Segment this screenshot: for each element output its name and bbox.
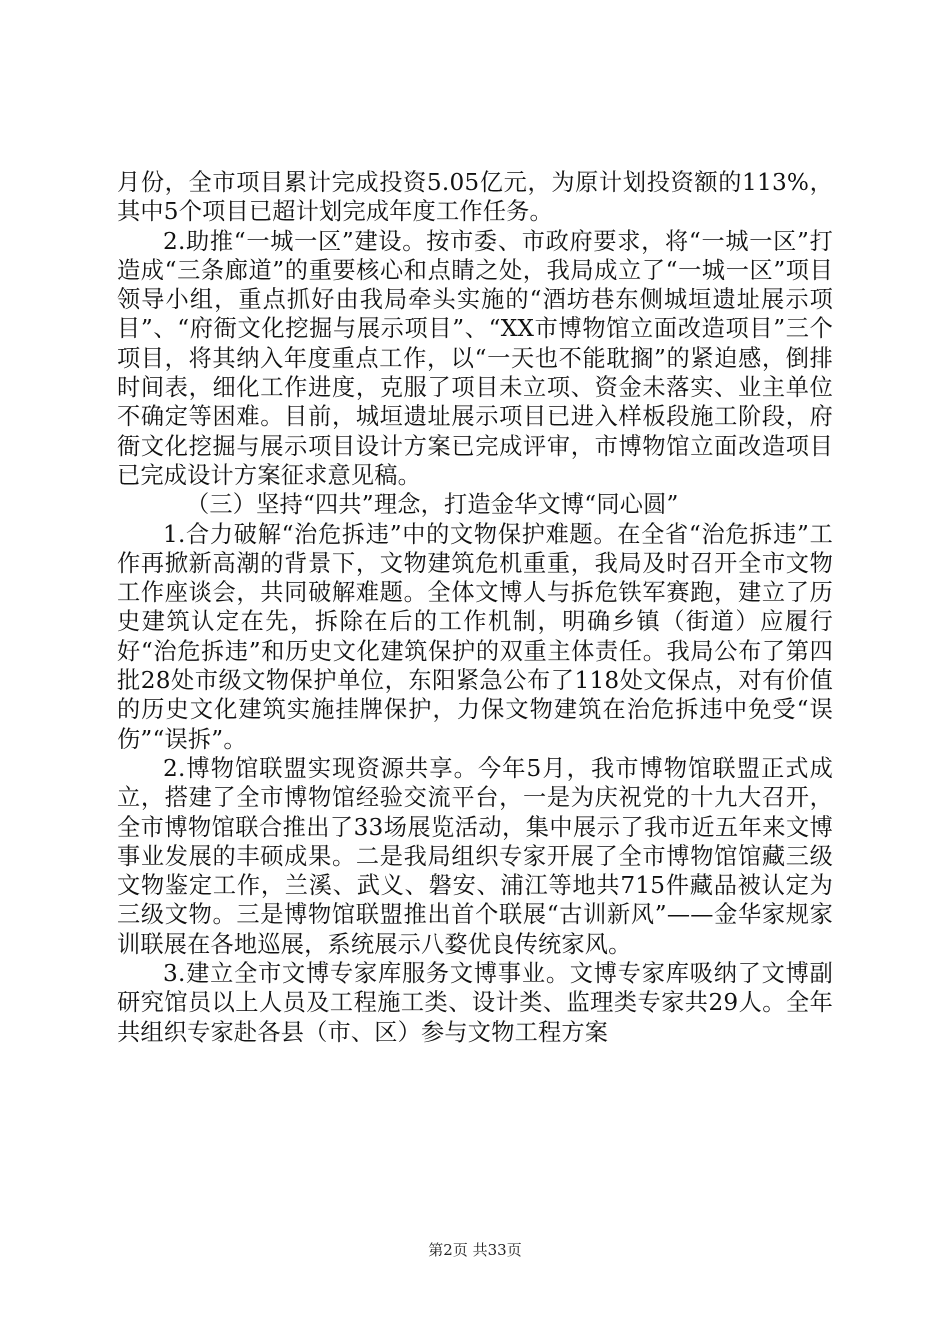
paragraph-expert-library: 3.建立全市文博专家库服务文博事业。文博专家库吸纳了文博副研究馆员以上人员及工程施工类、设计类、监理类专家共29人。全年共组织专家赴各县（市、区）参与文物工程方案	[117, 960, 833, 1046]
page-footer: 第2页 共33页	[428, 1241, 522, 1259]
document-body	[117, 168, 833, 1047]
paragraph-heritage-protection: 1.合力破解“治危拆违”中的文物保护难题。在全省“治危拆违”工作再掀新高潮的背景下，文物建筑危机重重，我局及时召开全市文物工作座谈会，共同破解难题。全体文博人与拆危铁军赛跑，建立了历史建筑认定在先，拆除在后的工作机制，明确乡镇（街道）应履行好“治危拆违”和历史文化建筑保护的双重主体责任。我局公布了第四批28处市级文物保护单位，东阳紧急公布了118处文保点，对有价值的历史文化建筑实施挂牌保护，力保文物建筑在治危拆违中免受“误伤”“误拆”。	[117, 520, 833, 753]
paragraph-museum-alliance: 2.博物馆联盟实现资源共享。今年5月，我市博物馆联盟正式成立，搭建了全市博物馆经验交流平台，一是为庆祝党的十九大召开，全市博物馆联合推出了33场展览活动，集中展示了我市近五年来文博事业发展的丰硕成果。二是我局组织专家开展了全市博物馆馆藏三级文物鉴定工作，兰溪、武义、磐安、浦江等地共715件藏品被认定为三级文物。三是博物馆联盟推出首个联展“古训新风”——金华家规家训联展在各地巡展，系统展示八婺优良传统家风。	[117, 754, 833, 958]
paragraph-continuation: 月份，全市项目累计完成投资5.05亿元，为原计划投资额的113%，其中5个项目已超计划完成年度工作任务。	[117, 169, 833, 226]
section-heading-four-together: （三）坚持“四共”理念，打造金华文博“同心圆”	[186, 491, 679, 519]
paragraph-one-city-one-district: 2.助推“一城一区”建设。按市委、市政府要求，将“一城一区”打造成“三条廊道”的重要核心和点睛之处，我局成立了“一城一区”项目领导小组，重点抓好由我局牵头实施的“酒坊巷东侧城垣遗址展示项目”、“府衙文化挖掘与展示项目”、“XX市博物馆立面改造项目”三个项目，将其纳入年度重点工作，以“一天也不能耽搁”的紧迫感，倒排时间表，细化工作进度，克服了项目未立项、资金未落实、业主单位不确定等困难。目前，城垣遗址展示项目已进入样板段施工阶段，府衙文化挖掘与展示项目设计方案已完成评审，市博物馆立面改造项目已完成设计方案征求意见稿。	[117, 227, 833, 489]
